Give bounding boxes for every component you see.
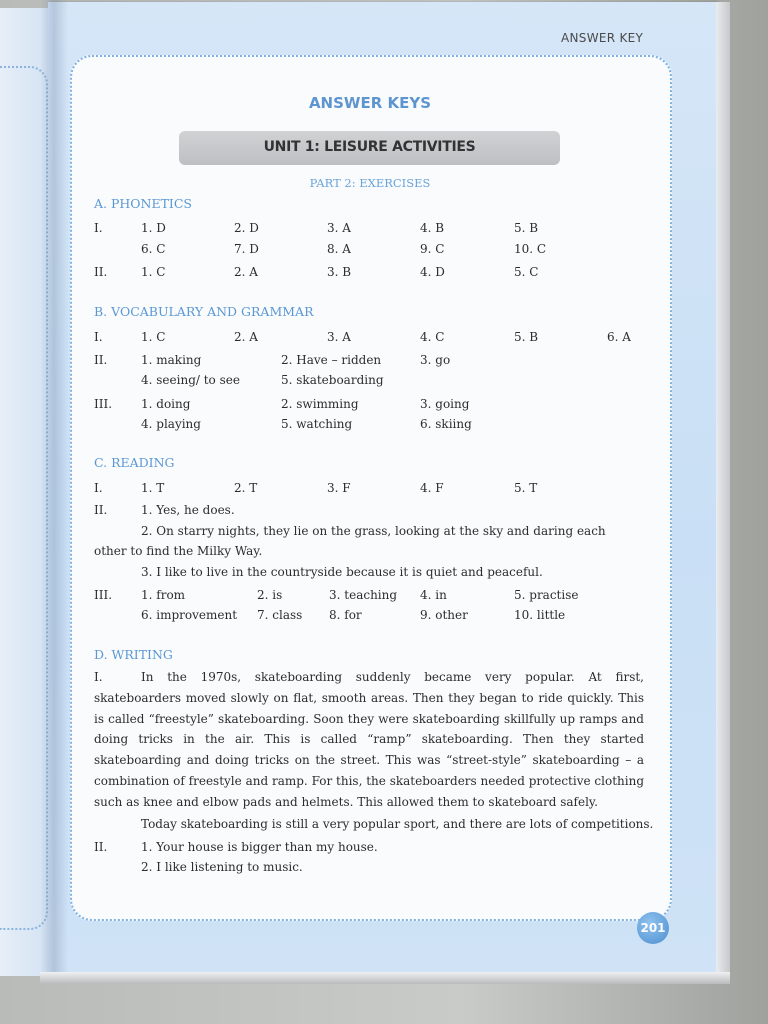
answer-item: 1. C [141,330,166,344]
answer-item: 4. B [420,221,445,235]
answer-text: 2. I like listening to music. [141,860,303,874]
row-label: I. [94,670,103,684]
answer-item: 8. A [327,242,351,256]
section-heading-vocabulary: B. VOCABULARY AND GRAMMAR [94,304,314,319]
page-number: 201 [637,912,669,944]
section-heading-writing: D. WRITING [94,647,173,662]
part-title: PART 2: EXERCISES [309,176,431,190]
answer-item: 5. C [514,265,539,279]
answer-item: 10. C [514,242,547,256]
answer-item: 6. skiing [420,417,472,431]
answer-item: 2. is [257,588,283,602]
answer-item: 3. teaching [329,588,398,602]
answer-item: 9. C [420,242,445,256]
answer-item: 4. playing [141,417,201,431]
answer-item: 1. making [141,353,202,367]
row-label: II. [94,353,108,367]
answer-item: 3. A [327,221,351,235]
row-label: III. [94,588,113,602]
writing-paragraph: Today skateboarding is still a very popular sport, and there are lots of competitions. [141,817,654,831]
answer-item: 2. T [234,481,258,495]
row-label: II. [94,503,108,517]
answer-text: 1. Yes, he does. [141,503,235,517]
answer-item: 3. going [420,397,470,411]
answer-item: 5. B [514,221,539,235]
section-heading-phonetics: A. PHONETICS [94,196,192,211]
page-title: ANSWER KEYS [308,94,432,112]
writing-paragraph: In the 1970s, skateboarding suddenly became very popular. At first, skateboarders moved slowly on flat, smooth areas. Then they began to ride quickly. This is called “freestyle” skateboarding. Soon they were skateboarding skillfully up ramps and doing tricks in the air. This is called “ramp” skateboarding. Then they started skateboarding and doing tricks on the street. This was “street-style” skateboarding – a combination of freestyle and ramp. For this, the skateboarders needed protective clothing such as knee and elbow pads and helmets. This allowed them to skateboard safely. [94,670,644,809]
answer-item: 1. C [141,265,166,279]
answer-item: 5. skateboarding [281,373,384,387]
answer-text: 2. On starry nights, they lie on the grass, looking at the sky and daring each [141,524,606,538]
answer-item: 4. C [420,330,445,344]
answer-item: 2. D [234,221,259,235]
row-label: I. [94,330,103,344]
answer-item: 5. T [514,481,538,495]
row-label: I. [94,221,103,235]
answer-item: 1. D [141,221,166,235]
answer-item: 3. go [420,353,451,367]
answer-item: 2. swimming [281,397,359,411]
answer-item: 7. D [234,242,259,256]
unit-title: UNIT 1: LEISURE ACTIVITIES [263,139,476,155]
answer-text: 1. Your house is bigger than my house. [141,840,378,854]
answer-item: 4. in [420,588,447,602]
page-bottom-edge [40,972,730,984]
answer-item: 1. T [141,481,165,495]
answer-item: 5. B [514,330,539,344]
answer-item: 8. for [329,608,362,622]
answer-item: 1. from [141,588,186,602]
page-gutter [40,0,68,980]
page-edge [716,2,730,974]
answer-item: 7. class [257,608,303,622]
answer-item: 3. A [327,330,351,344]
row-label: II. [94,265,108,279]
answer-item: 2. A [234,330,258,344]
answer-item: 6. A [607,330,631,344]
row-label: III. [94,397,113,411]
answer-item: 6. improvement [141,608,238,622]
answer-text: other to find the Milky Way. [94,544,263,558]
answer-item: 5. watching [281,417,353,431]
row-label: I. [94,481,103,495]
answer-item: 2. Have – ridden [281,353,382,367]
answer-item: 4. seeing/ to see [141,373,240,387]
answer-text: 3. I like to live in the countryside because it is quiet and peaceful. [141,565,543,579]
answer-item: 3. B [327,265,352,279]
answer-item: 4. F [420,481,444,495]
answer-item: 3. F [327,481,351,495]
answer-item: 1. doing [141,397,191,411]
section-heading-reading: C. READING [94,455,175,470]
running-head: ANSWER KEY [561,31,644,45]
answer-item: 4. D [420,265,445,279]
answer-item: 10. little [514,608,566,622]
answer-item: 5. practise [514,588,579,602]
answer-item: 2. A [234,265,258,279]
answer-item: 9. other [420,608,468,622]
answer-item: 6. C [141,242,166,256]
row-label: II. [94,840,108,854]
